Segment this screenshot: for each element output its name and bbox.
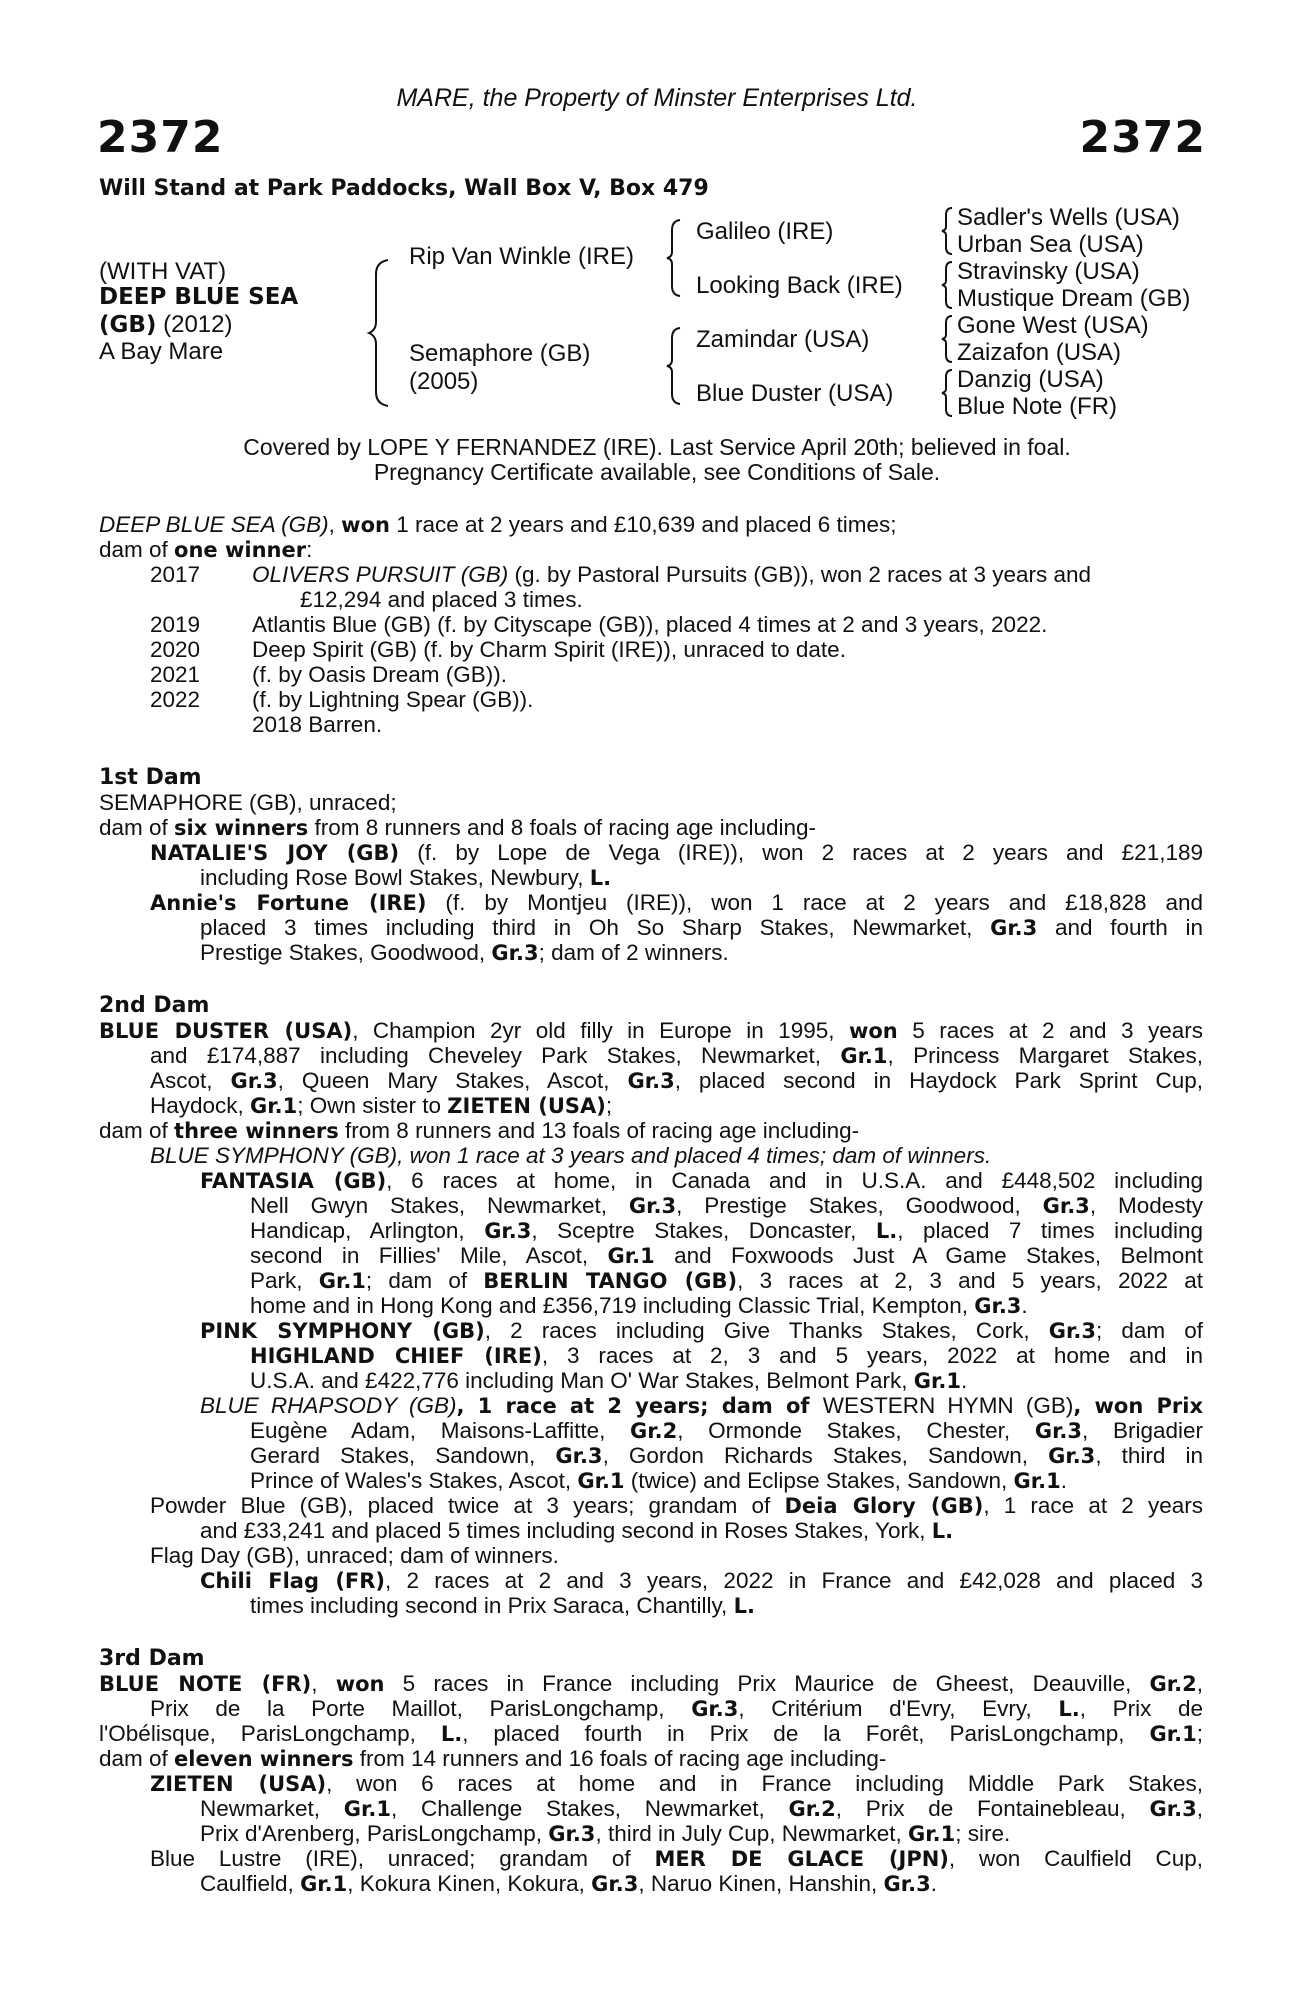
text-run: and £33,241 and placed 5 times including second in Roses Stakes, York,	[200, 1518, 932, 1543]
text-run: Gr.3	[883, 1872, 931, 1896]
text-run: Gr.1	[1149, 1722, 1197, 1746]
text-run: Gr.1	[300, 1872, 348, 1896]
second-dam-line	[150, 1043, 1203, 1069]
text-run: Gr.3	[230, 1069, 278, 1093]
text-run: Gr.1	[1013, 1469, 1061, 1493]
covered-line-1: Covered by LOPE Y FERNANDEZ (IRE). Last Service April 20th; believed in foal.	[243, 434, 1071, 460]
gen4-6: Zaizafon (USA)	[957, 339, 1122, 366]
covered-line-2: Pregnancy Certificate available, see Conditions of Sale.	[373, 459, 941, 485]
text-run: Prix de la Porte Maillot, ParisLongchamp,	[150, 1696, 692, 1721]
text-run: , 3 races at 2, 3 and 5 years, 2022 at	[737, 1268, 1203, 1293]
horse-country: (GB)	[99, 312, 157, 338]
text-run: , Princess Margaret Stakes,	[887, 1043, 1203, 1068]
sire-name: Rip Van Winkle (IRE)	[409, 243, 634, 270]
text-run: Gr.1	[840, 1044, 888, 1068]
second-dam-line	[200, 1318, 1203, 1344]
brace-g4-3	[940, 314, 954, 364]
text-run: Gr.2	[630, 1419, 678, 1443]
produce-text: (g. by Pastoral Pursuits (GB)), won 2 races at 3 years and	[508, 562, 1092, 587]
produce-entry: Deep Spirit (GB) (f. by Charm Spirit (IRE)), unraced to date.	[252, 637, 846, 662]
text-run: , Naruo Kinen, Hanshin,	[638, 1871, 884, 1896]
mare-name: DEEP BLUE SEA (GB)	[99, 512, 329, 537]
second-dam-line	[150, 1493, 1203, 1519]
text-run: , Prix de Fontainebleau,	[835, 1796, 1150, 1821]
first-dam-line: SEMAPHORE (GB), unraced;	[99, 790, 397, 815]
text-run: Newmarket,	[200, 1796, 344, 1821]
third-dam-line	[200, 1871, 937, 1897]
third-dam-line	[150, 1696, 1203, 1722]
gen4-5: Gone West (USA)	[957, 312, 1149, 339]
text-run: , Queen Mary Stakes, Ascot,	[277, 1068, 628, 1093]
text-run: MER DE GLACE (JPN)	[654, 1847, 949, 1871]
second-dam-line	[150, 1143, 991, 1168]
text-run-bold: L.	[589, 866, 612, 890]
text-run: , Ormonde Stakes, Chester,	[677, 1418, 1035, 1443]
second-dam-line	[250, 1193, 1203, 1219]
winners-count: one winner	[174, 538, 307, 562]
text-run: Gerard Stakes, Sandown,	[250, 1443, 556, 1468]
text-run: , 3 races at 2, 3 and 5 years, 2022 at home and in	[541, 1343, 1203, 1368]
text-run: BLUE SYMPHONY (GB), won 1 race at 3 years and placed 4 times; dam of winners.	[150, 1143, 992, 1168]
text-run: eleven winners	[174, 1747, 354, 1771]
property-line: MARE, the Property of Minster Enterprises Ltd.	[396, 84, 918, 112]
text-run: , placed fourth in Prix de la Forêt, ParisLongchamp,	[462, 1721, 1150, 1746]
text-run: placed 3 times including third in Oh So Sharp Stakes, Newmarket,	[200, 915, 991, 940]
text-run: Flag Day (GB), unraced; dam of winners.	[150, 1543, 559, 1568]
text-run: Gr.3	[1034, 1419, 1083, 1443]
first-dam-line	[200, 865, 611, 891]
text-run: (f. by Lope de Vega (IRE)), won 2 races at 2 years and £21,189	[399, 840, 1203, 865]
third-dam-line	[150, 1846, 1203, 1872]
second-dam-line	[250, 1468, 1067, 1494]
first-dam-line	[150, 840, 1203, 866]
gen4-7: Danzig (USA)	[957, 366, 1104, 393]
second-dam-line	[250, 1268, 1203, 1294]
text-run: Prix d'Arenberg, ParisLongchamp,	[200, 1821, 549, 1846]
mare-summary-rest: 1 race at 2 years and £10,639 and placed 6 times;	[389, 512, 897, 537]
text-run: , 2 races including Give Thanks Stakes, Cork,	[484, 1318, 1049, 1343]
text-run: (twice) and Eclipse Stakes, Sandown,	[624, 1468, 1014, 1493]
text-run-bold: Gr.3	[990, 916, 1038, 940]
text-run: , Prix de	[1079, 1696, 1204, 1721]
text-run: .	[1060, 1468, 1067, 1493]
text-run: HIGHLAND CHIEF (IRE)	[250, 1344, 542, 1368]
text-run: , third in	[1095, 1443, 1203, 1468]
text-run: from 8 runners and 13 foals of racing age including-	[338, 1118, 860, 1143]
dam-year: (2005)	[409, 368, 479, 395]
text-run: from 8 runners and 8 foals of racing age including-	[308, 815, 816, 840]
brace-g4-4	[940, 368, 954, 418]
horse-name-suffix	[99, 311, 232, 339]
horse-description: A Bay Mare	[99, 338, 224, 365]
text-run: PINK SYMPHONY (GB)	[200, 1319, 485, 1343]
text-run: and Foxwoods Just A Game Stakes, Belmont	[654, 1243, 1203, 1268]
produce-year: 2022	[150, 687, 201, 712]
text-run: , Sceptre Stakes, Doncaster,	[531, 1218, 876, 1243]
text-run: Blue Lustre (IRE), unraced; grandam of	[150, 1846, 655, 1871]
text-run: L.	[733, 1594, 755, 1618]
second-dam-line	[250, 1343, 1203, 1369]
text-run: WESTERN HYMN (GB)	[822, 1393, 1074, 1418]
text-run: ZIETEN (USA)	[447, 1094, 606, 1118]
text-run: dam of	[99, 1746, 175, 1771]
text-run: , 2 races at 2 and 3 years, 2022 in France and £42,028 and placed 3	[385, 1568, 1203, 1593]
text-run: dam of	[99, 815, 175, 840]
text-run: Powder Blue (GB), placed twice at 3 years; grandam of	[150, 1493, 785, 1518]
text-run: .	[961, 1368, 968, 1393]
produce-entry: Atlantis Blue (GB) (f. by Cityscape (GB)), placed 4 times at 2 and 3 years, 2022.	[252, 612, 1048, 637]
text-run-bold: NATALIE'S JOY (GB)	[150, 841, 400, 865]
text-run: ;	[605, 1093, 613, 1118]
text-run: , Challenge Stakes, Newmarket,	[390, 1796, 789, 1821]
text-run: Gr.3	[691, 1697, 739, 1721]
text-run: and £174,887 including Cheveley Park Stakes, Newmarket,	[150, 1043, 841, 1068]
gen3-2: Looking Back (IRE)	[696, 272, 903, 299]
produce-entry	[252, 562, 1091, 587]
first-dam-line	[150, 890, 1203, 916]
gen4-3: Stravinsky (USA)	[957, 258, 1140, 285]
text-run: ,	[1196, 1796, 1204, 1821]
text-run: Gr.2	[1149, 1672, 1197, 1696]
text-run: Gr.1	[607, 1244, 655, 1268]
second-dam-line	[150, 1068, 1203, 1094]
text-run: , 6 races at home, in Canada and in U.S.A. and £448,502 including	[386, 1168, 1203, 1193]
gen4-2: Urban Sea (USA)	[957, 231, 1144, 258]
second-dam-line	[150, 1543, 559, 1568]
produce-entry: (f. by Oasis Dream (GB)).	[252, 662, 508, 687]
text-run: L.	[1058, 1697, 1080, 1721]
text-run: Eugène Adam, Maisons-Laffitte,	[250, 1418, 631, 1443]
mare-dam-of	[99, 537, 312, 563]
second-dam-line	[250, 1243, 1203, 1269]
second-dam-line	[99, 1018, 1203, 1044]
text-run: , Modesty	[1089, 1193, 1203, 1218]
text-run: including Rose Bowl Stakes, Newbury,	[200, 865, 590, 890]
second-dam-line	[250, 1418, 1203, 1444]
first-dam-line	[200, 940, 729, 966]
text-run: ,	[311, 1671, 336, 1696]
text-run: Gr.1	[577, 1469, 625, 1493]
text-run: won	[335, 1672, 385, 1696]
barren-note: 2018 Barren.	[252, 712, 383, 737]
brace-sire-dam	[366, 258, 392, 408]
text-run: from 14 runners and 16 foals of racing age including-	[353, 1746, 887, 1771]
text-run: second in Fillies' Mile, Ascot,	[250, 1243, 608, 1268]
text-run: , placed second in Haydock Park Sprint Cup,	[674, 1068, 1203, 1093]
second-dam-line	[250, 1593, 755, 1619]
text-run: Nell Gwyn Stakes, Newmarket,	[250, 1193, 629, 1218]
gen4-8: Blue Note (FR)	[957, 393, 1118, 420]
text-run-bold: Gr.3	[491, 941, 539, 965]
mare-summary: DEEP BLUE SEA (GB), won 1 race at 2 years and £10,639 and placed 6 times;	[99, 512, 897, 537]
first-dam-heading: 1st Dam	[99, 765, 202, 790]
third-dam-line	[99, 1746, 886, 1772]
text-run: won	[848, 1019, 898, 1043]
produce-year: 2021	[150, 662, 201, 687]
text-run: l'Obélisque, ParisLongchamp,	[99, 1721, 441, 1746]
second-dam-line	[200, 1518, 953, 1544]
text-run: ,	[1196, 1671, 1204, 1696]
brace-sire	[664, 218, 684, 298]
text-run: , Kokura Kinen, Kokura,	[347, 1871, 592, 1896]
colon: :	[306, 537, 313, 562]
first-dam-line	[99, 815, 816, 841]
text-run: Deia Glory (GB)	[784, 1494, 984, 1518]
gen3-3: Zamindar (USA)	[696, 326, 870, 353]
dam-name: Semaphore (GB)	[409, 340, 591, 367]
text-run: Handicap, Arlington,	[250, 1218, 485, 1243]
text-run: Ascot,	[150, 1068, 231, 1093]
text-run: Prestige Stakes, Goodwood,	[200, 940, 492, 965]
mare-won: won	[341, 513, 390, 537]
text-run: Gr.3	[1048, 1444, 1096, 1468]
text-run: Gr.3	[591, 1872, 639, 1896]
text-run: , won Caulfield Cup,	[948, 1846, 1204, 1871]
text-run: Gr.1	[908, 1822, 956, 1846]
text-run: BLUE DUSTER (USA)	[99, 1019, 353, 1043]
text-run: Haydock,	[150, 1093, 251, 1118]
produce-entry-cont: £12,294 and placed 3 times.	[300, 587, 583, 612]
text-run: , won Prix	[1073, 1394, 1203, 1418]
text-run: L.	[440, 1722, 463, 1746]
second-dam-line	[150, 1093, 612, 1119]
lot-number-left: 2372	[97, 112, 224, 163]
text-run: Gr.3	[548, 1822, 596, 1846]
text-run: L.	[875, 1219, 898, 1243]
produce-year: 2019	[150, 612, 201, 637]
vat-label: (WITH VAT)	[99, 258, 227, 285]
text-run: , won 6 races at home and in France including Middle Park Stakes,	[326, 1771, 1203, 1796]
text-run: , Champion 2yr old filly in Europe in 1995,	[352, 1018, 849, 1043]
second-dam-line	[200, 1393, 1203, 1419]
text-run: Gr.3	[1048, 1319, 1096, 1343]
produce-name: OLIVERS PURSUIT (GB)	[252, 562, 509, 587]
text-run: L.	[931, 1519, 954, 1543]
dam-of-label: dam of	[99, 537, 175, 562]
text-run: and fourth in	[1037, 915, 1203, 940]
text-run: ; dam of	[365, 1268, 484, 1293]
second-dam-line	[250, 1368, 967, 1394]
produce-year: 2020	[150, 637, 201, 662]
second-dam-line	[250, 1218, 1203, 1244]
third-dam-line	[200, 1796, 1203, 1822]
third-dam-line	[99, 1721, 1203, 1747]
text-run: U.S.A. and £422,776 including Man O' War Stakes, Belmont Park,	[250, 1368, 914, 1393]
third-dam-line	[99, 1671, 1203, 1697]
text-run: .	[930, 1871, 937, 1896]
second-dam-line	[200, 1168, 1203, 1194]
text-run: Chili Flag (FR)	[200, 1569, 386, 1593]
first-dam-line	[200, 915, 1203, 941]
text-run: ; dam of	[1095, 1318, 1203, 1343]
text-run: BERLIN TANGO (GB)	[483, 1269, 738, 1293]
second-dam-line	[200, 1568, 1203, 1594]
text-run: ; dam of 2 winners.	[538, 940, 729, 965]
text-run: .	[1021, 1293, 1028, 1318]
stand-line: Will Stand at Park Paddocks, Wall Box V, Box 479	[99, 176, 709, 201]
text-run: FANTASIA (GB)	[200, 1169, 387, 1193]
text-run: Gr.2	[788, 1797, 836, 1821]
brace-g4-1	[940, 206, 954, 256]
brace-dam	[664, 326, 684, 406]
second-dam-line	[99, 1118, 859, 1144]
horse-year: (2012)	[163, 311, 233, 338]
horse-name: DEEP BLUE SEA	[99, 284, 299, 310]
produce-year: 2017	[150, 562, 201, 587]
text-run: Gr.3	[974, 1294, 1022, 1318]
third-dam-heading: 3rd Dam	[99, 1646, 205, 1671]
text-run: times including second in Prix Saraca, Chantilly,	[250, 1593, 734, 1618]
text-run: Gr.1	[913, 1369, 961, 1393]
text-run: , Prestige Stakes, Goodwood,	[676, 1193, 1043, 1218]
text-run: Gr.3	[628, 1194, 677, 1218]
text-run: , 1 race at 2 years	[983, 1493, 1203, 1518]
text-run: , third in July Cup, Newmarket,	[595, 1821, 909, 1846]
text-run: home and in Hong Kong and £356,719 including Classic Trial, Kempton,	[250, 1293, 975, 1318]
text-run: (f. by Montjeu (IRE)), won 1 race at 2 years and £18,828 and	[426, 890, 1203, 915]
gen4-4: Mustique Dream (GB)	[957, 285, 1191, 312]
gen3-1: Galileo (IRE)	[696, 218, 834, 245]
text-run: , 1 race at 2 years; dam of	[456, 1394, 823, 1418]
text-run: ; Own sister to	[297, 1093, 448, 1118]
brace-g4-2	[940, 260, 954, 310]
text-run: 5 races at 2 and 3 years	[897, 1018, 1203, 1043]
text-run: , Critérium d'Evry, Evry,	[738, 1696, 1059, 1721]
text-run: ; sire.	[955, 1821, 1011, 1846]
second-dam-line	[250, 1443, 1203, 1469]
text-run: Gr.3	[627, 1069, 675, 1093]
text-run: , Brigadier	[1082, 1418, 1203, 1443]
text-run: Gr.3	[555, 1444, 603, 1468]
text-run: Gr.3	[1042, 1194, 1090, 1218]
text-run: Gr.1	[250, 1094, 298, 1118]
text-run-bold: Annie's Fortune (IRE)	[150, 891, 427, 915]
second-dam-heading: 2nd Dam	[99, 993, 210, 1018]
text-run: ;	[1196, 1721, 1203, 1746]
text-run-bold: six winners	[174, 816, 309, 840]
text-run: BLUE RHAPSODY (GB)	[200, 1393, 457, 1418]
text-run: , Gordon Richards Stakes, Sandown,	[602, 1443, 1049, 1468]
text-run: Gr.1	[343, 1797, 391, 1821]
text-run: BLUE NOTE (FR)	[99, 1672, 312, 1696]
text-run: ZIETEN (USA)	[150, 1772, 327, 1796]
text-run: Prince of Wales's Stakes, Ascot,	[250, 1468, 578, 1493]
text-run: three winners	[174, 1119, 339, 1143]
second-dam-line	[250, 1293, 1028, 1319]
text-run: Gr.3	[484, 1219, 532, 1243]
text-run: Gr.3	[1149, 1797, 1197, 1821]
text-run: Caulfield,	[200, 1871, 301, 1896]
gen3-4: Blue Duster (USA)	[696, 380, 894, 407]
third-dam-line	[200, 1821, 1010, 1847]
text-run: Park,	[250, 1268, 319, 1293]
text-run: 5 races in France including Prix Maurice de Gheest, Deauville,	[384, 1671, 1150, 1696]
produce-entry: (f. by Lightning Spear (GB)).	[252, 687, 534, 712]
lot-number-right: 2372	[1079, 112, 1206, 163]
text-run: dam of	[99, 1118, 175, 1143]
gen4-1: Sadler's Wells (USA)	[957, 204, 1180, 231]
text-run: , placed 7 times including	[897, 1218, 1203, 1243]
third-dam-line	[150, 1771, 1203, 1797]
text-run: Gr.1	[318, 1269, 366, 1293]
